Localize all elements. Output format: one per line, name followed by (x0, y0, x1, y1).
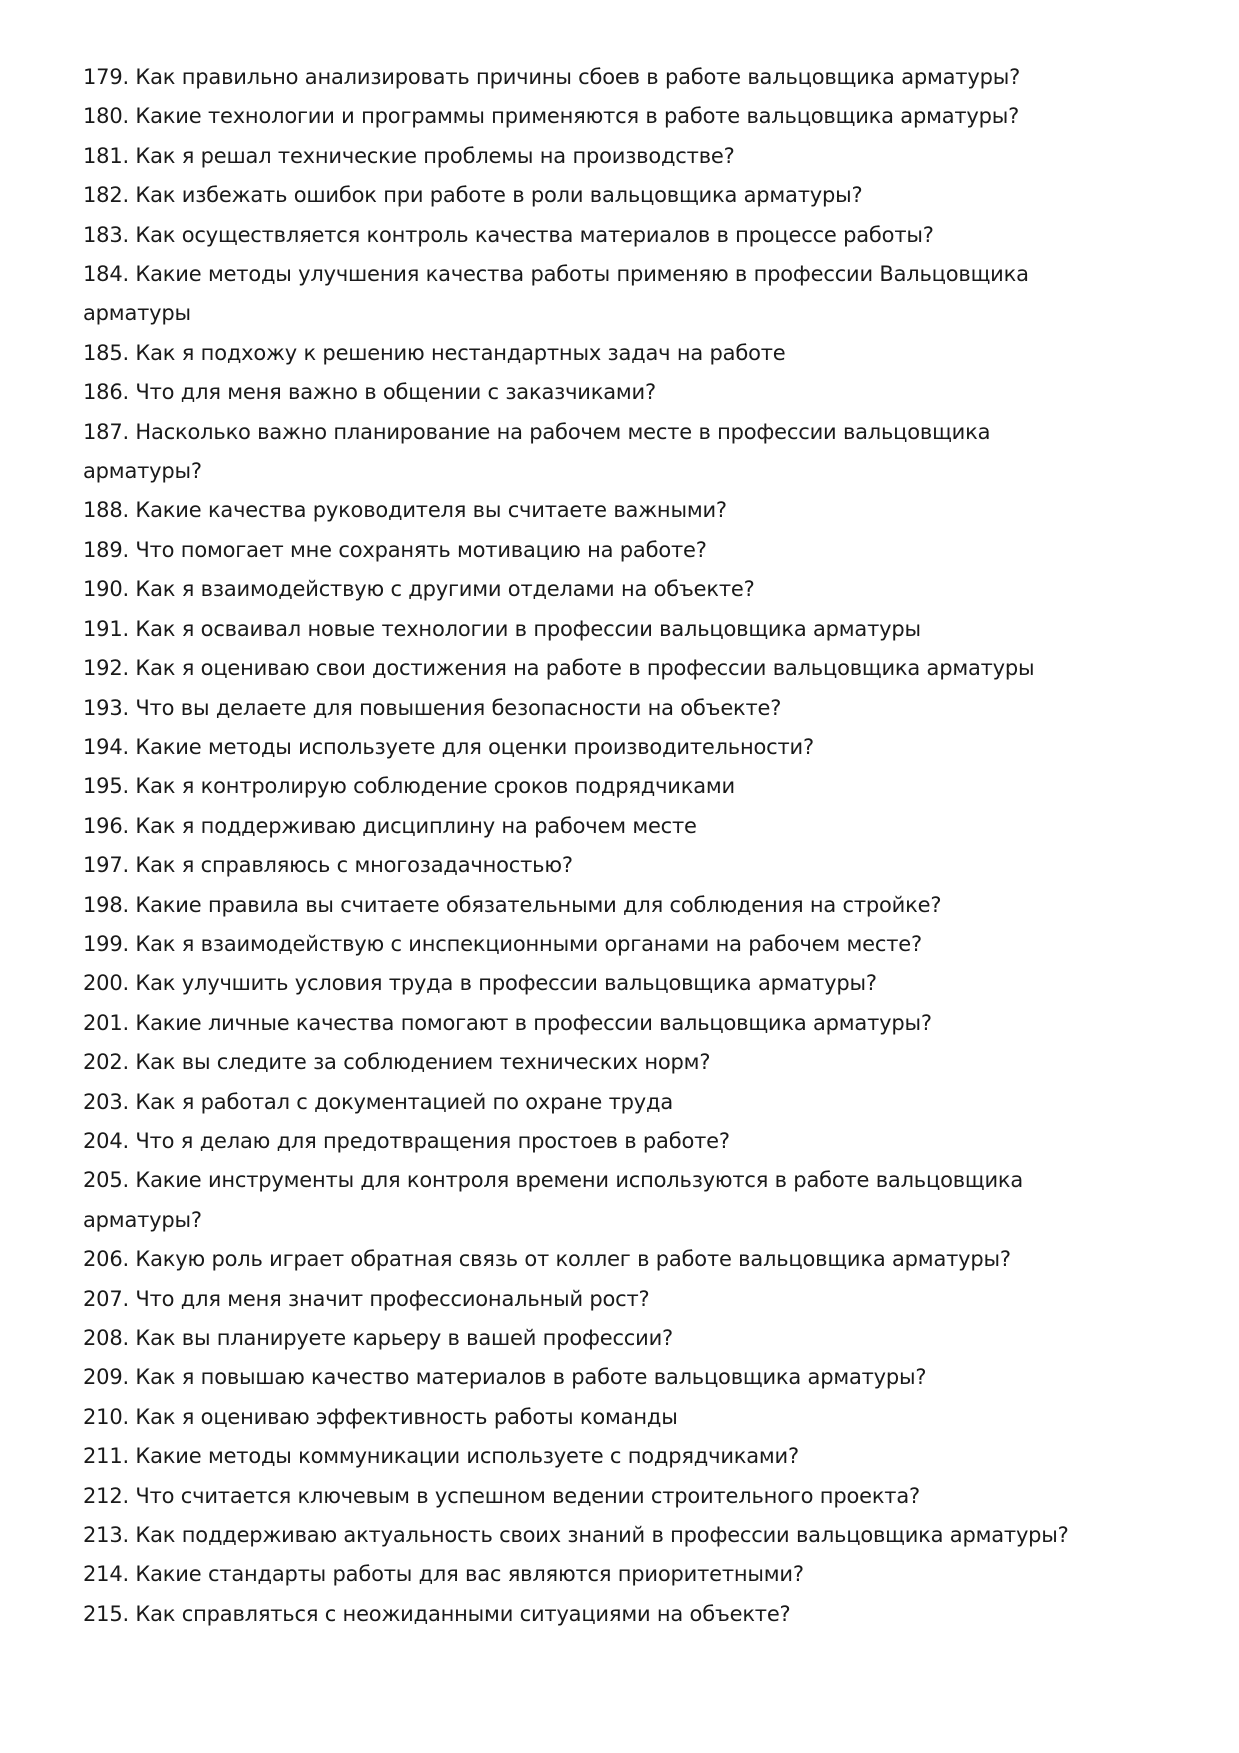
question-item: 195. Как я контролирую соблюдение сроков подрядчиками (83, 774, 735, 799)
question-item: 214. Какие стандарты работы для вас являются приоритетными? (83, 1562, 804, 1587)
question-item: 181. Как я решал технические проблемы на производстве? (83, 143, 735, 168)
question-item: 193. Что вы делаете для повышения безопасности на объекте? (83, 695, 782, 720)
question-item: 190. Как я взаимодействую с другими отделами на объекте? (83, 577, 755, 602)
question-item: 180. Какие технологии и программы применяются в работе вальцовщика арматуры? (83, 104, 1020, 129)
question-item: 198. Какие правила вы считаете обязательными для соблюдения на стройке? (83, 892, 942, 917)
question-item: 205. Какие инструменты для контроля времени используются в работе вальцовщика арматуры? (83, 1168, 1024, 1232)
question-item: 202. Как вы следите за соблюдением технических норм? (83, 1050, 711, 1075)
question-item: 184. Какие методы улучшения качества работы применяю в профессии Вальцовщика арматуры (83, 262, 1029, 326)
question-item: 194. Какие методы используете для оценки производительности? (83, 734, 814, 759)
question-list (83, 58, 1069, 1634)
question-item: 187. Насколько важно планирование на рабочем месте в профессии вальцовщика арматуры? (83, 419, 991, 484)
question-item: 204. Что я делаю для предотвращения простоев в работе? (83, 1128, 730, 1153)
question-item: 185. Как я подхожу к решению нестандартных задач на работе (83, 340, 786, 365)
question-item: 200. Как улучшить условия труда в профессии вальцовщика арматуры? (83, 971, 877, 996)
question-item: 215. Как справляться с неожиданными ситуациями на объекте? (83, 1601, 791, 1626)
question-item: 212. Что считается ключевым в успешном ведении строительного проекта? (83, 1483, 920, 1508)
question-item: 206. Какую роль играет обратная связь от коллег в работе вальцовщика арматуры? (83, 1247, 1011, 1272)
question-item: 209. Как я повышаю качество материалов в работе вальцовщика арматуры? (83, 1365, 927, 1390)
question-item: 186. Что для меня важно в общении с заказчиками? (83, 380, 656, 405)
question-item: 201. Какие личные качества помогают в профессии вальцовщика арматуры? (83, 1010, 932, 1035)
question-item: 211. Какие методы коммуникации используете с подрядчиками? (83, 1444, 799, 1469)
question-item: 208. Как вы планируете карьеру в вашей профессии? (83, 1326, 673, 1350)
question-item: 183. Как осуществляется контроль качества материалов в процессе работы? (83, 222, 934, 247)
question-item: 192. Как я оцениваю свои достижения на работе в профессии вальцовщика арматуры (83, 656, 1035, 681)
question-item: 207. Что для меня значит профессиональный рост? (83, 1286, 650, 1311)
question-item: 189. Что помогает мне сохранять мотивацию на работе? (83, 537, 707, 562)
question-item: 199. Как я взаимодействую с инспекционными органами на рабочем месте? (83, 931, 922, 956)
question-item: 196. Как я поддерживаю дисциплину на рабочем месте (83, 813, 697, 838)
question-item: 188. Какие качества руководителя вы считаете важными? (83, 498, 727, 523)
question-item: 197. Как я справляюсь с многозадачностью? (83, 853, 573, 878)
question-item: 210. Как я оцениваю эффективность работы команды (83, 1404, 678, 1429)
question-item: 182. Как избежать ошибок при работе в роли вальцовщика арматуры? (83, 183, 863, 208)
question-item: 213. Как поддерживаю актуальность своих знаний в профессии вальцовщика арматуры? (83, 1523, 1069, 1548)
question-item: 203. Как я работал с документацией по охране труда (83, 1089, 673, 1114)
question-item: 179. Как правильно анализировать причины сбоев в работе вальцовщика арматуры? (83, 65, 1021, 89)
question-item: 191. Как я осваивал новые технологии в профессии вальцовщика арматуры (83, 616, 921, 641)
